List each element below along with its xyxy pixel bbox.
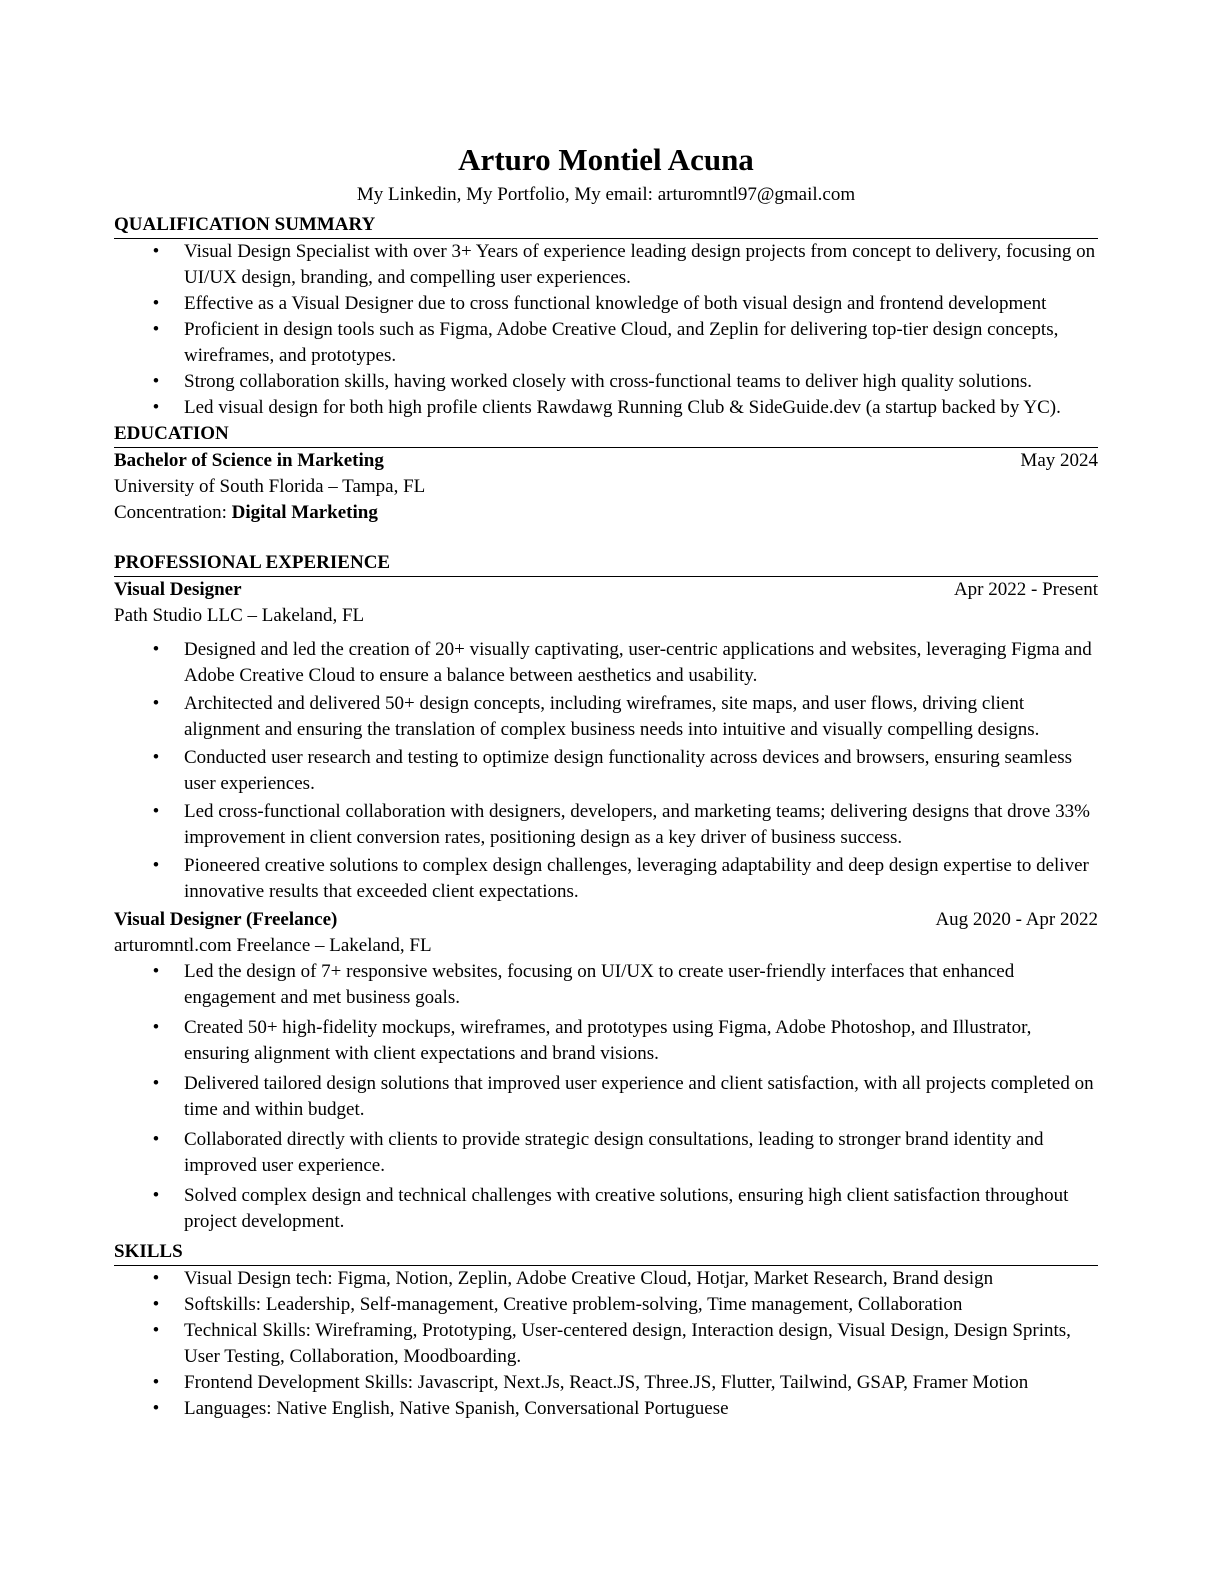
bullet-text: Proficient in design tools such as Figma, Adobe Creative Cloud, and Zeplin for delivering top-tier design concepts, wireframes, and prototypes.: [184, 319, 1059, 366]
list-item: [114, 1266, 1098, 1292]
education-date: May 2024: [1020, 450, 1098, 471]
bullet-icon: •: [152, 293, 160, 314]
section-heading-experience: PROFESSIONAL EXPERIENCE: [114, 550, 1098, 577]
skills-section: [114, 1239, 1098, 1422]
bullet-icon: •: [152, 1129, 160, 1150]
bullet-icon: •: [152, 1073, 160, 1094]
list-item: [114, 799, 1098, 851]
bullet-text: Effective as a Visual Designer due to cross functional knowledge of both visual design and frontend development: [184, 293, 1047, 314]
bullet-icon: •: [152, 1268, 160, 1289]
list-item: [114, 239, 1098, 291]
bullet-icon: •: [152, 1017, 160, 1038]
job-header-row: [114, 907, 1098, 933]
qualification-list: [114, 239, 1098, 421]
experience-section: [114, 550, 1098, 1235]
bullet-icon: •: [152, 747, 160, 768]
list-item: [114, 1396, 1098, 1422]
job-company: arturomntl.com Freelance – Lakeland, FL: [114, 935, 432, 956]
list-item: [114, 1370, 1098, 1396]
job-header-row: [114, 577, 1098, 603]
bullet-icon: •: [152, 397, 160, 418]
contact-line: My Linkedin, My Portfolio, My email: arturomntl97@gmail.com: [356, 184, 856, 205]
bullet-text: Led the design of 7+ responsive websites, focusing on UI/UX to create user-friendly interfaces that enhanced engagement and met business goals.: [184, 961, 1015, 1008]
list-item: [114, 1071, 1098, 1123]
section-heading-education: EDUCATION: [114, 421, 1098, 448]
bullet-text: Collaborated directly with clients to provide strategic design consultations, leading to stronger brand identity and improved user experience.: [184, 1129, 1044, 1176]
education-header-row: [114, 448, 1098, 474]
list-item: [114, 1318, 1098, 1370]
list-item: [114, 1127, 1098, 1179]
bullet-icon: •: [152, 371, 160, 392]
bullet-text: Created 50+ high-fidelity mockups, wireframes, and prototypes using Figma, Adobe Photoshop, and Illustrator, ensuring alignment with client expectations and brand visions.: [184, 1017, 1032, 1064]
bullet-icon: •: [152, 1398, 160, 1419]
list-item: [114, 853, 1098, 905]
list-item: [114, 395, 1098, 421]
bullet-text: Led cross-functional collaboration with designers, developers, and marketing teams; delivering designs that drove 33% improvement in client conversion rates, positioning design as a key driver of business success.: [184, 801, 1090, 848]
bullet-text: Visual Design tech: Figma, Notion, Zeplin, Adobe Creative Cloud, Hotjar, Market Research, Brand design: [184, 1268, 994, 1289]
bullet-text: Pioneered creative solutions to complex design challenges, leveraging adaptability and deep design expertise to deliver innovative results that exceeded client expectations.: [184, 855, 1089, 902]
bullet-text: Solved complex design and technical challenges with creative solutions, ensuring high client satisfaction throughout project development.: [184, 1185, 1069, 1232]
concentration-value: Digital Marketing: [231, 502, 378, 523]
list-item: [114, 959, 1098, 1011]
bullet-icon: •: [152, 1320, 160, 1341]
section-heading-qualification: QUALIFICATION SUMMARY: [114, 212, 1098, 239]
list-item: [114, 691, 1098, 743]
bullet-text: Technical Skills: Wireframing, Prototyping, User-centered design, Interaction design, Visual Design, Design Sprints, User Testing, Collaboration, Moodboarding.: [184, 1320, 1071, 1367]
education-section: [114, 421, 1098, 526]
bullet-icon: •: [152, 241, 160, 262]
list-item: [114, 291, 1098, 317]
bullet-icon: •: [152, 693, 160, 714]
skills-list: [114, 1266, 1098, 1422]
job-title: Visual Designer: [114, 579, 242, 600]
list-item: [114, 745, 1098, 797]
job-bullet-list: [114, 959, 1098, 1235]
bullet-icon: •: [152, 961, 160, 982]
bullet-text: Delivered tailored design solutions that improved user experience and client satisfaction, with all projects completed on time and within budget.: [184, 1073, 1094, 1120]
bullet-icon: •: [152, 1185, 160, 1206]
job-title: Visual Designer (Freelance): [114, 909, 338, 930]
bullet-text: Visual Design Specialist with over 3+ Years of experience leading design projects from concept to delivery, focusing on UI/UX design, branding, and compelling user experiences.: [184, 241, 1096, 288]
list-item: [114, 1015, 1098, 1067]
bullet-text: Languages: Native English, Native Spanish, Conversational Portuguese: [184, 1398, 729, 1419]
job-entry: [114, 577, 1098, 905]
resume-name: Arturo Montiel Acuna: [458, 142, 754, 177]
bullet-text: Designed and led the creation of 20+ visually captivating, user-centric applications and websites, leveraging Figma and Adobe Creative Cloud to ensure a balance between aesthetics and usability.: [184, 639, 1092, 686]
list-item: [114, 637, 1098, 689]
job-bullet-list: [114, 637, 1098, 905]
bullet-text: Frontend Development Skills: Javascript, Next.Js, React.JS, Three.JS, Flutter, Tailwind, GSAP, Framer Motion: [184, 1372, 1029, 1393]
job-date: Apr 2022 - Present: [953, 579, 1098, 600]
bullet-text: Architected and delivered 50+ design concepts, including wireframes, site maps, and user flows, driving client alignment and ensuring the translation of complex business needs into intuitive and visually compelling designs.: [184, 693, 1040, 740]
job-entry: [114, 907, 1098, 1235]
list-item: [114, 369, 1098, 395]
job-company: Path Studio LLC – Lakeland, FL: [114, 605, 365, 626]
list-item: [114, 317, 1098, 369]
qualification-section: [114, 212, 1098, 421]
concentration-line: [114, 500, 1098, 526]
school-line: University of South Florida – Tampa, FL: [114, 476, 426, 497]
bullet-icon: •: [152, 801, 160, 822]
job-date: Aug 2020 - Apr 2022: [935, 909, 1098, 930]
bullet-text: Softskills: Leadership, Self-management, Creative problem-solving, Time management, Collaboration: [184, 1294, 963, 1315]
concentration-label: Concentration:: [114, 502, 232, 523]
bullet-text: Strong collaboration skills, having worked closely with cross-functional teams to deliver high quality solutions.: [184, 371, 1033, 392]
section-heading-skills: SKILLS: [114, 1239, 1098, 1266]
bullet-icon: •: [152, 639, 160, 660]
bullet-icon: •: [152, 855, 160, 876]
list-item: [114, 1183, 1098, 1235]
list-item: [114, 1292, 1098, 1318]
bullet-icon: •: [152, 1294, 160, 1315]
bullet-text: Led visual design for both high profile clients Rawdawg Running Club & SideGuide.dev (a startup backed by YC).: [184, 397, 1061, 418]
bullet-text: Conducted user research and testing to optimize design functionality across devices and browsers, ensuring seamless user experiences.: [184, 747, 1073, 794]
degree-title: Bachelor of Science in Marketing: [114, 450, 384, 471]
resume-page: [114, 140, 1098, 1422]
bullet-icon: •: [152, 319, 160, 340]
bullet-icon: •: [152, 1372, 160, 1393]
